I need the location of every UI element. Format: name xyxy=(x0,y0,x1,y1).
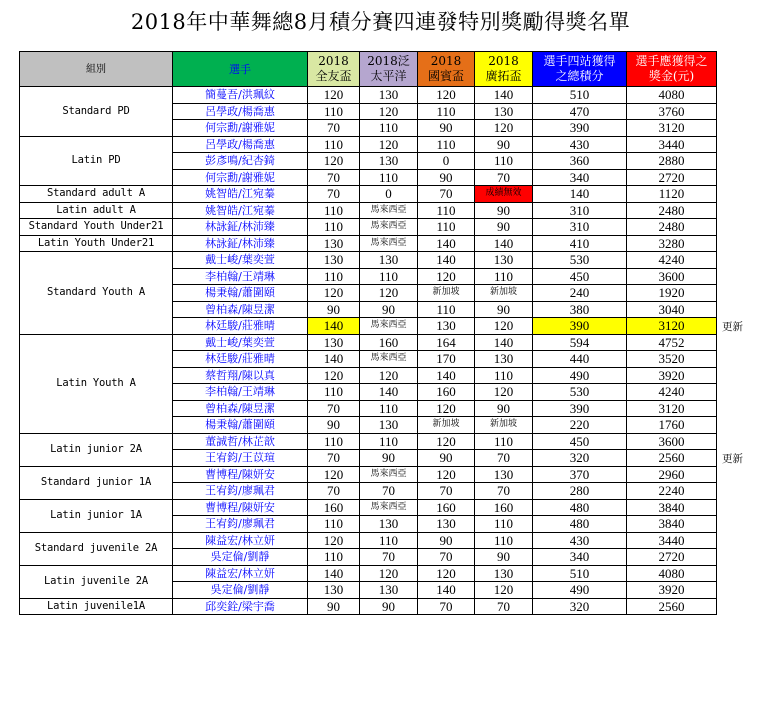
player-cell: 蔡哲翔/陳以真 xyxy=(173,367,308,384)
competition-3-score-cell: 90 xyxy=(418,169,475,186)
prize-cell: 2480 xyxy=(627,219,717,236)
competition-1-score-cell: 90 xyxy=(308,598,360,615)
competition-1-score-cell: 110 xyxy=(308,103,360,120)
header-group: 組別 xyxy=(20,52,173,87)
competition-2-score-cell: 120 xyxy=(360,367,418,384)
player-cell: 姚智皓/江宛蓁 xyxy=(173,202,308,219)
total-score-cell: 320 xyxy=(533,450,627,467)
competition-2-score-cell: 130 xyxy=(360,153,418,170)
competition-4-score-cell: 120 xyxy=(475,120,533,137)
group-name-cell: Standard Youth Under21 xyxy=(20,219,173,236)
prize-cell: 4080 xyxy=(627,565,717,582)
competition-4-score-cell: 110 xyxy=(475,367,533,384)
table-row xyxy=(20,532,717,549)
group-name-cell: Latin junior 1A xyxy=(20,499,173,532)
competition-4-score-cell: 120 xyxy=(475,384,533,401)
total-score-cell: 320 xyxy=(533,598,627,615)
player-cell: 吳定倫/劉靜 xyxy=(173,582,308,599)
competition-3-score-cell: 110 xyxy=(418,103,475,120)
table-row xyxy=(20,433,717,450)
prize-cell: 1920 xyxy=(627,285,717,302)
player-cell: 彭彥鳴/紀杏錡 xyxy=(173,153,308,170)
header-prize xyxy=(627,52,717,87)
group-name-cell: Latin Youth A xyxy=(20,334,173,433)
header-total-line1: 選手四站獲得 xyxy=(543,54,616,68)
competition-4-score-cell: 70 xyxy=(475,598,533,615)
competition-2-score-cell: 70 xyxy=(360,483,418,500)
competition-3-score-cell: 140 xyxy=(418,367,475,384)
competition-1-score-cell: 110 xyxy=(308,384,360,401)
competition-3-score-cell: 新加坡 xyxy=(418,285,475,302)
table-body xyxy=(20,87,717,615)
update-note: 更新 xyxy=(722,320,743,333)
player-cell: 簡蔓吾/洪珮紋 xyxy=(173,87,308,104)
competition-2-score-cell: 130 xyxy=(360,87,418,104)
player-cell: 楊秉翰/蕭圍頤 xyxy=(173,417,308,434)
competition-3-score-cell: 70 xyxy=(418,483,475,500)
competition-4-score-cell: 110 xyxy=(475,433,533,450)
prize-cell: 3840 xyxy=(627,516,717,533)
group-name-cell: Latin junior 2A xyxy=(20,433,173,466)
competition-2-score-cell: 馬來西亞 xyxy=(360,318,418,335)
player-cell: 戴士峻/葉奕萱 xyxy=(173,252,308,269)
total-score-cell: 594 xyxy=(533,334,627,351)
total-score-cell: 140 xyxy=(533,186,627,203)
competition-1-score-cell: 120 xyxy=(308,466,360,483)
header-competition-4-line2: 廣拓盃 xyxy=(485,69,522,83)
prize-cell: 3600 xyxy=(627,268,717,285)
competition-4-score-cell: 130 xyxy=(475,351,533,368)
player-cell: 呂學政/楊喬惠 xyxy=(173,103,308,120)
prize-cell: 2560 xyxy=(627,450,717,467)
competition-2-score-cell: 120 xyxy=(360,285,418,302)
competition-1-score-cell: 130 xyxy=(308,235,360,252)
prize-cell: 3920 xyxy=(627,367,717,384)
player-cell: 何宗勳/謝雅妮 xyxy=(173,169,308,186)
header-total-line2: 之總積分 xyxy=(555,69,604,83)
prize-cell: 4752 xyxy=(627,334,717,351)
page-title: 2018年中華舞總8月積分賽四連發特別獎勵得獎名單 xyxy=(130,10,631,34)
competition-1-score-cell: 140 xyxy=(308,318,360,335)
header-competition-3-line1: 2018 xyxy=(430,54,462,68)
competition-3-score-cell: 90 xyxy=(418,532,475,549)
competition-3-score-cell: 120 xyxy=(418,466,475,483)
player-cell: 陳益宏/林立妍 xyxy=(173,532,308,549)
competition-1-score-cell: 130 xyxy=(308,334,360,351)
table-row xyxy=(20,186,717,203)
table-row xyxy=(20,598,717,615)
group-name-cell: Standard juvenile 2A xyxy=(20,532,173,565)
player-cell: 呂學政/楊喬惠 xyxy=(173,136,308,153)
player-cell: 林詠鉦/林沛臻 xyxy=(173,219,308,236)
competition-4-score-cell: 90 xyxy=(475,202,533,219)
table-row xyxy=(20,252,717,269)
competition-4-score-cell: 70 xyxy=(475,169,533,186)
prize-cell: 3440 xyxy=(627,136,717,153)
total-score-cell: 360 xyxy=(533,153,627,170)
competition-1-score-cell: 70 xyxy=(308,169,360,186)
player-cell: 曾柏森/陳昱潔 xyxy=(173,400,308,417)
header-competition-2 xyxy=(360,52,418,87)
competition-4-score-cell: 110 xyxy=(475,268,533,285)
competition-2-score-cell: 0 xyxy=(360,186,418,203)
competition-3-score-cell: 120 xyxy=(418,433,475,450)
table-row xyxy=(20,466,717,483)
competition-4-score-cell: 90 xyxy=(475,219,533,236)
competition-2-score-cell: 110 xyxy=(360,120,418,137)
competition-3-score-cell: 110 xyxy=(418,202,475,219)
total-score-cell: 450 xyxy=(533,268,627,285)
header-prize-line1: 選手應獲得之 xyxy=(635,54,708,68)
group-name-cell: Latin juvenile 2A xyxy=(20,565,173,598)
prize-cell: 3440 xyxy=(627,532,717,549)
player-cell: 王宥鈞/王苡瑄 xyxy=(173,450,308,467)
prize-cell: 4080 xyxy=(627,87,717,104)
competition-2-score-cell: 130 xyxy=(360,417,418,434)
competition-1-score-cell: 90 xyxy=(308,301,360,318)
competition-1-score-cell: 120 xyxy=(308,153,360,170)
competition-4-score-cell: 130 xyxy=(475,466,533,483)
total-score-cell: 310 xyxy=(533,202,627,219)
competition-2-score-cell: 160 xyxy=(360,334,418,351)
competition-4-score-cell: 110 xyxy=(475,516,533,533)
competition-3-score-cell: 120 xyxy=(418,400,475,417)
player-cell: 李柏翰/王靖琳 xyxy=(173,268,308,285)
competition-2-score-cell: 110 xyxy=(360,400,418,417)
competition-1-score-cell: 130 xyxy=(308,582,360,599)
table-row xyxy=(20,136,717,153)
prize-cell: 2240 xyxy=(627,483,717,500)
group-name-cell: Latin juvenile1A xyxy=(20,598,173,615)
player-cell: 王宥鈞/廖珮君 xyxy=(173,483,308,500)
total-score-cell: 240 xyxy=(533,285,627,302)
total-score-cell: 510 xyxy=(533,565,627,582)
competition-4-score-cell: 70 xyxy=(475,483,533,500)
competition-3-score-cell: 120 xyxy=(418,87,475,104)
competition-1-score-cell: 110 xyxy=(308,516,360,533)
table-row xyxy=(20,219,717,236)
prize-cell: 3840 xyxy=(627,499,717,516)
prize-cell: 1120 xyxy=(627,186,717,203)
header-competition-1-line2: 全友盃 xyxy=(315,69,352,83)
table-row xyxy=(20,235,717,252)
competition-4-score-cell: 110 xyxy=(475,153,533,170)
competition-1-score-cell: 70 xyxy=(308,120,360,137)
update-note: 更新 xyxy=(722,452,743,465)
total-score-cell: 490 xyxy=(533,367,627,384)
competition-3-score-cell: 160 xyxy=(418,499,475,516)
table-row xyxy=(20,565,717,582)
competition-1-score-cell: 110 xyxy=(308,433,360,450)
competition-3-score-cell: 0 xyxy=(418,153,475,170)
competition-4-score-cell: 130 xyxy=(475,252,533,269)
prize-cell: 3120 xyxy=(627,400,717,417)
prize-cell: 2720 xyxy=(627,549,717,566)
header-prize-line2: 獎金(元) xyxy=(648,69,695,83)
competition-3-score-cell: 90 xyxy=(418,450,475,467)
total-score-cell: 530 xyxy=(533,252,627,269)
competition-3-score-cell: 90 xyxy=(418,120,475,137)
competition-1-score-cell: 120 xyxy=(308,87,360,104)
competition-2-score-cell: 馬來西亞 xyxy=(360,202,418,219)
competition-1-score-cell: 120 xyxy=(308,532,360,549)
prize-cell: 3040 xyxy=(627,301,717,318)
total-score-cell: 450 xyxy=(533,433,627,450)
total-score-cell: 310 xyxy=(533,219,627,236)
competition-4-score-cell: 110 xyxy=(475,532,533,549)
total-score-cell: 370 xyxy=(533,466,627,483)
competition-4-score-cell: 70 xyxy=(475,450,533,467)
competition-2-score-cell: 130 xyxy=(360,516,418,533)
competition-4-score-cell: 90 xyxy=(475,549,533,566)
total-score-cell: 480 xyxy=(533,516,627,533)
competition-1-score-cell: 110 xyxy=(308,268,360,285)
competition-1-score-cell: 70 xyxy=(308,450,360,467)
prize-cell: 2720 xyxy=(627,169,717,186)
player-cell: 何宗勳/謝雅妮 xyxy=(173,120,308,137)
prize-cell: 2880 xyxy=(627,153,717,170)
competition-3-score-cell: 70 xyxy=(418,549,475,566)
player-cell: 林廷駿/莊雅晴 xyxy=(173,318,308,335)
header-competition-2-line1: 2018泛 xyxy=(367,54,410,68)
competition-2-score-cell: 90 xyxy=(360,598,418,615)
competition-2-score-cell: 110 xyxy=(360,433,418,450)
competition-4-score-cell: 90 xyxy=(475,400,533,417)
header-competition-4 xyxy=(475,52,533,87)
group-name-cell: Latin Youth Under21 xyxy=(20,235,173,252)
competition-2-score-cell: 120 xyxy=(360,136,418,153)
total-score-cell: 340 xyxy=(533,549,627,566)
total-score-cell: 390 xyxy=(533,318,627,335)
player-cell: 楊秉翰/蕭圍頤 xyxy=(173,285,308,302)
competition-1-score-cell: 120 xyxy=(308,285,360,302)
player-cell: 姚智皓/江宛蓁 xyxy=(173,186,308,203)
competition-1-score-cell: 90 xyxy=(308,417,360,434)
group-name-cell: Latin adult A xyxy=(20,202,173,219)
competition-3-score-cell: 140 xyxy=(418,582,475,599)
prize-cell: 3760 xyxy=(627,103,717,120)
competition-1-score-cell: 110 xyxy=(308,202,360,219)
competition-1-score-cell: 70 xyxy=(308,186,360,203)
table-row xyxy=(20,334,717,351)
prize-cell: 4240 xyxy=(627,384,717,401)
header-competition-3-line2: 國賓盃 xyxy=(427,69,464,83)
competition-4-score-cell: 新加坡 xyxy=(475,285,533,302)
total-score-cell: 440 xyxy=(533,351,627,368)
prize-cell: 1760 xyxy=(627,417,717,434)
competition-2-score-cell: 110 xyxy=(360,532,418,549)
player-cell: 曹博程/陳妍安 xyxy=(173,499,308,516)
player-cell: 董誠哲/林芷歆 xyxy=(173,433,308,450)
total-score-cell: 490 xyxy=(533,582,627,599)
header-competition-2-line2: 太平洋 xyxy=(370,69,407,83)
total-score-cell: 220 xyxy=(533,417,627,434)
header-row xyxy=(20,52,717,87)
competition-2-score-cell: 110 xyxy=(360,169,418,186)
player-cell: 邱奕銓/梁宇喬 xyxy=(173,598,308,615)
total-score-cell: 380 xyxy=(533,301,627,318)
table-row xyxy=(20,499,717,516)
competition-1-score-cell: 110 xyxy=(308,219,360,236)
prize-cell: 2560 xyxy=(627,598,717,615)
competition-2-score-cell: 110 xyxy=(360,268,418,285)
competition-4-score-cell: 140 xyxy=(475,334,533,351)
competition-2-score-cell: 140 xyxy=(360,384,418,401)
competition-3-score-cell: 164 xyxy=(418,334,475,351)
competition-2-score-cell: 130 xyxy=(360,252,418,269)
prize-cell: 3120 xyxy=(627,120,717,137)
competition-4-score-cell: 130 xyxy=(475,103,533,120)
competition-1-score-cell: 110 xyxy=(308,549,360,566)
competition-3-score-cell: 110 xyxy=(418,219,475,236)
competition-2-score-cell: 馬來西亞 xyxy=(360,351,418,368)
group-name-cell: Standard Youth A xyxy=(20,252,173,335)
player-cell: 陳益宏/林立妍 xyxy=(173,565,308,582)
group-name-cell: Standard junior 1A xyxy=(20,466,173,499)
competition-4-score-cell: 120 xyxy=(475,318,533,335)
competition-2-score-cell: 120 xyxy=(360,103,418,120)
player-cell: 戴士峻/葉奕萱 xyxy=(173,334,308,351)
competition-3-score-cell: 新加坡 xyxy=(418,417,475,434)
competition-2-score-cell: 90 xyxy=(360,301,418,318)
player-cell: 李柏翰/王靖琳 xyxy=(173,384,308,401)
competition-1-score-cell: 140 xyxy=(308,565,360,582)
competition-2-score-cell: 馬來西亞 xyxy=(360,466,418,483)
competition-1-score-cell: 70 xyxy=(308,400,360,417)
competition-4-score-cell: 新加坡 xyxy=(475,417,533,434)
prize-cell: 2960 xyxy=(627,466,717,483)
header-competition-1 xyxy=(308,52,360,87)
competition-2-score-cell: 70 xyxy=(360,549,418,566)
competition-1-score-cell: 110 xyxy=(308,136,360,153)
competition-3-score-cell: 120 xyxy=(418,268,475,285)
total-score-cell: 390 xyxy=(533,120,627,137)
competition-3-score-cell: 70 xyxy=(418,186,475,203)
competition-1-score-cell: 130 xyxy=(308,252,360,269)
total-score-cell: 430 xyxy=(533,532,627,549)
competition-2-score-cell: 90 xyxy=(360,450,418,467)
player-cell: 林詠鉦/林沛臻 xyxy=(173,235,308,252)
total-score-cell: 480 xyxy=(533,499,627,516)
competition-3-score-cell: 130 xyxy=(418,516,475,533)
competition-4-score-cell: 130 xyxy=(475,565,533,582)
total-score-cell: 340 xyxy=(533,169,627,186)
competition-3-score-cell: 120 xyxy=(418,565,475,582)
competition-4-score-cell: 140 xyxy=(475,87,533,104)
competition-3-score-cell: 170 xyxy=(418,351,475,368)
prize-cell: 3920 xyxy=(627,582,717,599)
total-score-cell: 410 xyxy=(533,235,627,252)
competition-3-score-cell: 110 xyxy=(418,301,475,318)
group-name-cell: Standard PD xyxy=(20,87,173,137)
competition-4-score-cell: 120 xyxy=(475,582,533,599)
total-score-cell: 280 xyxy=(533,483,627,500)
group-name-cell: Standard adult A xyxy=(20,186,173,203)
competition-1-score-cell: 120 xyxy=(308,367,360,384)
player-cell: 王宥鈞/廖珮君 xyxy=(173,516,308,533)
competition-2-score-cell: 120 xyxy=(360,565,418,582)
competition-3-score-cell: 140 xyxy=(418,235,475,252)
prize-cell: 3120 xyxy=(627,318,717,335)
competition-2-score-cell: 130 xyxy=(360,582,418,599)
total-score-cell: 530 xyxy=(533,384,627,401)
competition-2-score-cell: 馬來西亞 xyxy=(360,235,418,252)
total-score-cell: 390 xyxy=(533,400,627,417)
competition-4-score-cell: 160 xyxy=(475,499,533,516)
competition-3-score-cell: 110 xyxy=(418,136,475,153)
competition-1-score-cell: 140 xyxy=(308,351,360,368)
header-total xyxy=(533,52,627,87)
competition-3-score-cell: 160 xyxy=(418,384,475,401)
competition-4-score-cell: 140 xyxy=(475,235,533,252)
competition-3-score-cell: 130 xyxy=(418,318,475,335)
competition-3-score-cell: 70 xyxy=(418,598,475,615)
prize-cell: 3520 xyxy=(627,351,717,368)
competition-2-score-cell: 馬來西亞 xyxy=(360,499,418,516)
header-competition-4-line1: 2018 xyxy=(488,54,519,68)
total-score-cell: 510 xyxy=(533,87,627,104)
prize-cell: 3600 xyxy=(627,433,717,450)
header-competition-3 xyxy=(418,52,475,87)
competition-2-score-cell: 馬來西亞 xyxy=(360,219,418,236)
prize-cell: 2480 xyxy=(627,202,717,219)
total-score-cell: 430 xyxy=(533,136,627,153)
prize-cell: 3280 xyxy=(627,235,717,252)
player-cell: 曹博程/陳妍安 xyxy=(173,466,308,483)
competition-4-score-cell: 90 xyxy=(475,301,533,318)
table-row xyxy=(20,87,717,104)
player-cell: 曾柏森/陳昱潔 xyxy=(173,301,308,318)
player-cell: 吳定倫/劉靜 xyxy=(173,549,308,566)
group-name-cell: Latin PD xyxy=(20,136,173,186)
total-score-cell: 470 xyxy=(533,103,627,120)
competition-4-score-cell: 成績無效 xyxy=(475,186,533,203)
competition-3-score-cell: 140 xyxy=(418,252,475,269)
table-row xyxy=(20,202,717,219)
prize-cell: 4240 xyxy=(627,252,717,269)
header-competition-1-line1: 2018 xyxy=(318,54,349,68)
competition-4-score-cell: 90 xyxy=(475,136,533,153)
awards-table xyxy=(19,51,717,615)
competition-1-score-cell: 160 xyxy=(308,499,360,516)
player-cell: 林廷駿/莊雅晴 xyxy=(173,351,308,368)
header-player: 選手 xyxy=(173,52,308,87)
competition-1-score-cell: 70 xyxy=(308,483,360,500)
